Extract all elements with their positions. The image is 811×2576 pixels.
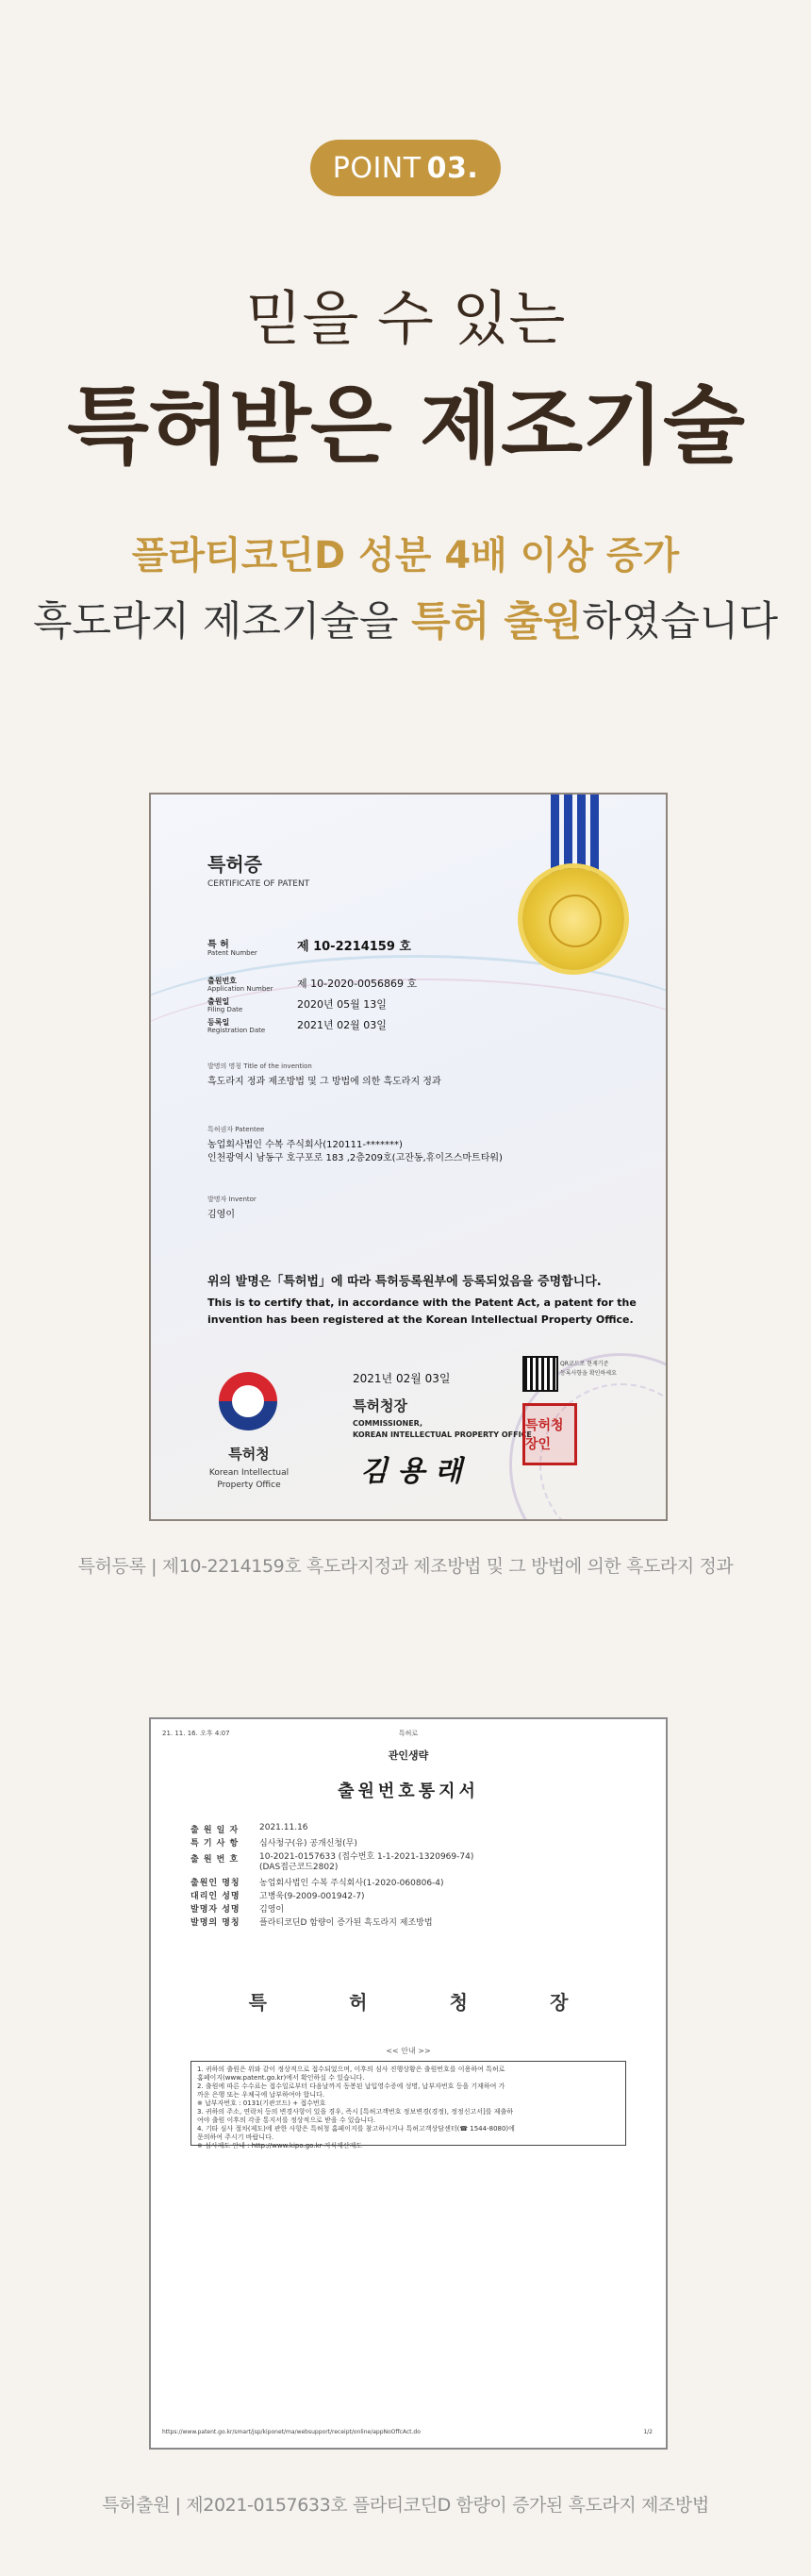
registration-label: 등록일 [207,1018,230,1027]
declaration-en-line2: invention has been registered at the Korean Intellectual Property Office. [207,1313,634,1326]
notice-footer-page: 1/2 [643,2429,653,2435]
notice-row-key: 발명자 성명 [190,1905,240,1915]
notice-office-char: 특 [248,1991,267,2014]
notice-guide-line: 까운 은행 또는 우체국에 납부하여야 합니다. [197,2091,325,2099]
notice-title: 출원번호통지서 [338,1781,479,1801]
notice-guide-line: ※ 심사제도 안내 : http://www.kipo.go.kr-지식재산제도 [197,2142,363,2149]
point-badge-number: 03. [426,151,479,185]
application-label-en: Application Number [207,985,273,993]
notice-guide-line: ※ 납부자번호 : 0131(기관코드) + 접수번호 [197,2099,326,2107]
notice-row-key: 특 기 사 항 [190,1839,240,1848]
office-title: 특허청장 [353,1397,407,1414]
notice-row-key: 출원인 명칭 [190,1879,240,1888]
kipo-name-en2: Property Office [217,1480,281,1490]
patent-label: 특 허 [207,940,229,950]
notice-row-value: 플라티코딘D 함량이 증가된 흑도라지 제조방법 [259,1918,433,1928]
notice-guide-line: 여야 출원 이후의 각종 통지서를 정상적으로 받을 수 있습니다. [197,2116,376,2124]
kipo-logo-icon [219,1372,277,1430]
notice-row-key: 출 원 번 호 [190,1855,240,1865]
qr-note: QR코드로 현재기준 [560,1361,609,1367]
notice-office-char: 허 [349,1991,368,2014]
application-notice-image [149,1717,668,2450]
notice-guide-line: 4. 기타 심사 절차(제도)에 관한 사항은 특허청 홈페이지를 참고하시거나 특허고객상담센터(☎ 1544-8080)에 [197,2125,515,2133]
notice-row-value: 고병욱(9-2009-001942-7) [259,1892,365,1901]
application-number: 제 10-2020-0056869 호 [297,978,418,990]
lead-line2-highlight: 특허 출원 [411,598,583,645]
notice-top-center: 특허로 [398,1730,419,1737]
notice-guide-line: 홈페이지(www.patent.go.kr)에서 확인하실 수 있습니다. [197,2074,365,2082]
inventor-label: 발명자 Inventor [207,1196,257,1203]
notice-row-value: 2021.11.16 [259,1823,308,1832]
filing-date: 2020년 05월 13일 [297,998,387,1011]
notice-row-value: 김영이 [259,1905,285,1915]
issue-date: 2021년 02월 03일 [353,1372,451,1385]
notice-office-char: 장 [550,1991,569,2014]
caption-patent-registration: 특허등록 | 제10-2214159호 흑도라지정과 제조방법 및 그 방법에 의한 흑도라지 정과 [77,1556,734,1577]
point-badge-prefix: POINT [332,151,422,185]
notice-office-char: 청 [449,1991,468,2014]
patentee-name: 농업회사법인 수복 주식회사(120111-*******) [207,1140,403,1150]
notice-row-key: 대리인 성명 [190,1892,240,1901]
declaration-en-line1: This is to certify that, in accordance with the Patent Act, a patent for the [207,1296,637,1309]
caption-patent-application: 특허출원 | 제2021-0157633호 플라티코딘D 함량이 증가된 흑도라지 제조방법 [102,2495,709,2516]
declaration-ko: 위의 발명은「특허법」에 따라 특허등록원부에 등록되었음을 증명합니다. [207,1275,602,1289]
point-badge [310,140,501,196]
notice-office [151,1987,666,2015]
patentee-label: 특허권자 Patentee [207,1126,265,1133]
notice-timestamp: 21. 11. 16. 오후 4:07 [162,1730,230,1737]
kipo-name: 특허청 [228,1446,270,1463]
certificate-title-en: CERTIFICATE OF PATENT [207,879,310,889]
notice-row-value: (DAS접근코드2802) [259,1863,339,1872]
notice-row-value: 심사청구(유) 공개신청(무) [259,1839,357,1848]
filing-label: 출원일 [207,997,230,1006]
notice-guide-line: 문의하여 주시기 바랍니다. [197,2133,274,2141]
commissioner-line1: COMMISSIONER, [353,1419,423,1428]
official-stamp: 특허청장인 [522,1403,577,1465]
qr-code-icon [522,1356,558,1392]
registration-date: 2021년 02월 03일 [297,1019,387,1031]
notice-guide-line: 2. 출원에 따른 수수료는 접수일로부터 다음날까지 동봉된 납입영수증에 성명, 납부자번호 등을 기재하여 가 [197,2083,505,2090]
notice-row-value: 10-2021-0157633 (접수번호 1-1-2021-1320969-74) [259,1852,474,1862]
application-label: 출원번호 [207,977,237,985]
notice-guide-line: 1. 귀하의 출원은 위와 같이 정상적으로 접수되었으며, 이후의 심사 진행상황은 출원번호를 이용하여 특허로 [197,2066,505,2073]
patent-number: 제 10-2214159 호 [297,940,411,954]
notice-guide-line: 3. 귀하의 주소, 연락처 등의 변경사항이 있을 경우, 즉시 [특허고객번호 정보변경(경정), 정정신고서]를 제출하 [197,2108,513,2116]
notice-row-key: 발명의 명칭 [190,1918,240,1928]
signature: 김 용 래 [360,1455,462,1488]
notice-header: 관인생략 [388,1749,429,1762]
lead-line2 [0,590,811,647]
patent-certificate-image [149,793,668,1521]
patent-label-en: Patent Number [207,949,257,957]
certificate-title: 특허증 [207,853,262,876]
inventor-name: 김영이 [207,1210,235,1220]
notice-footer-url: https://www.patent.go.kr/smart/jsp/kiponet/ma/websupport/receipt/online/appNoOffcAct.do [162,2429,421,2435]
commissioner-line2: KOREAN INTELLECTUAL PROPERTY OFFICE [353,1430,532,1439]
qr-note: 등록사항을 확인하세요 [560,1370,617,1377]
lead-line1: 플라티코딘D 성분 4배 이상 증가 [131,534,680,577]
patentee-address: 인천광역시 남동구 호구포로 183 ,2층209호(고잔동,휴이즈스마트타워) [207,1153,503,1163]
lead-line2-after: 하였습니다 [582,598,778,645]
registration-label-en: Registration Date [207,1027,266,1034]
filing-label-en: Filing Date [207,1006,243,1013]
notice-guide-box [190,2061,626,2149]
headline-line1: 믿을 수 있는 [245,284,566,353]
invention-title: 흑도라지 정과 제조방법 및 그 방법에 의한 흑도라지 정과 [207,1077,441,1087]
lead-line2-before: 흑도라지 제조기술을 [32,598,412,645]
notice-guide-heading: << 안내 >> [386,2047,431,2055]
invention-label: 발명의 명칭 Title of the invention [207,1062,312,1070]
notice-row-key: 출 원 일 자 [190,1826,240,1835]
notice-row-value: 농업회사법인 수복 주식회사(1-2020-060806-4) [259,1879,444,1888]
headline-line2: 특허받은 제조기술 [67,376,744,476]
kipo-name-en1: Korean Intellectual [208,1468,290,1478]
gold-seal [522,868,624,970]
